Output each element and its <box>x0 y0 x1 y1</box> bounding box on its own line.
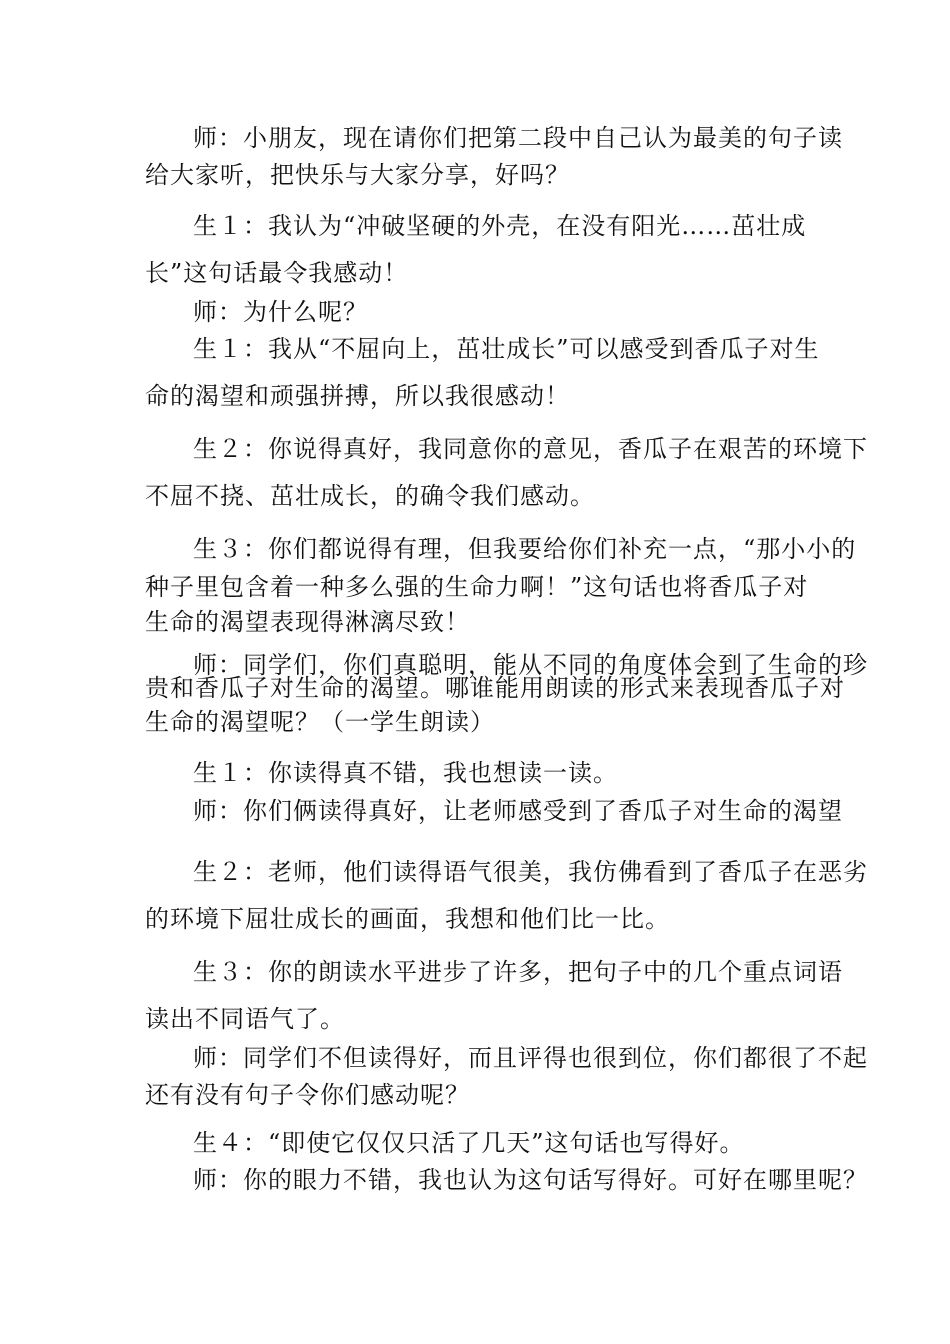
dialogue-line: 师：同学们不但读得好，而且评得也很到位，你们都很了不起 <box>193 1044 868 1072</box>
dialogue-line: 师：你们俩读得真好，让老师感受到了香瓜子对生命的渴望 <box>193 797 843 825</box>
dialogue-line: 生３：你的朗读水平进步了许多，把句子中的几个重点词语 <box>193 958 843 986</box>
dialogue-line: 长”这句话最令我感动！ <box>145 259 409 287</box>
dialogue-line: 种子里包含着一种多么强的生命力啊！”这句话也将香瓜子对 <box>145 573 809 601</box>
dialogue-line: 生命的渴望呢？（一学生朗读） <box>145 708 495 736</box>
dialogue-line: 生４：“即使它仅仅只活了几天”这句话也写得好。 <box>193 1129 745 1157</box>
dialogue-line: 师：同学们，你们真聪明，能从不同的角度体会到了生命的珍 <box>193 651 868 679</box>
dialogue-line: 命的渴望和顽强拼搏，所以我很感动！ <box>145 382 570 410</box>
dialogue-line: 师：你的眼力不错，我也认为这句话写得好。可好在哪里呢？ <box>193 1166 868 1194</box>
dialogue-line: 生１：你读得真不错，我也想读一读。 <box>193 759 618 787</box>
dialogue-line: 贵和香瓜子对生命的渴望。哪谁能用朗读的形式来表现香瓜子对 <box>145 674 845 702</box>
dialogue-line: 读出不同语气了。 <box>145 1005 345 1033</box>
dialogue-line: 生１：我从“不屈向上，茁壮成长”可以感受到香瓜子对生 <box>193 335 820 363</box>
dialogue-line: 师：小朋友，现在请你们把第二段中自己认为最美的句子读 <box>193 124 843 152</box>
dialogue-line: 给大家听，把快乐与大家分享，好吗？ <box>145 161 570 189</box>
dialogue-line: 师：为什么呢？ <box>193 298 368 326</box>
dialogue-line: 还有没有句子令你们感动呢？ <box>145 1081 470 1109</box>
dialogue-line: 生３：你们都说得有理，但我要给你们补充一点，“那小小的 <box>193 535 857 563</box>
dialogue-line: 生２：你说得真好，我同意你的意见，香瓜子在艰苦的环境下 <box>193 435 868 463</box>
dialogue-line: 不屈不挠、茁壮成长，的确令我们感动。 <box>145 482 595 510</box>
dialogue-line: 生命的渴望表现得淋漓尽致！ <box>145 608 470 636</box>
dialogue-line: 的环境下屈壮成长的画面，我想和他们比一比。 <box>145 905 670 933</box>
dialogue-line: 生１：我认为“冲破坚硬的外壳，在没有阳光……茁壮成 <box>193 212 807 240</box>
dialogue-line: 生２：老师，他们读得语气很美，我仿佛看到了香瓜子在恶劣 <box>193 858 868 886</box>
